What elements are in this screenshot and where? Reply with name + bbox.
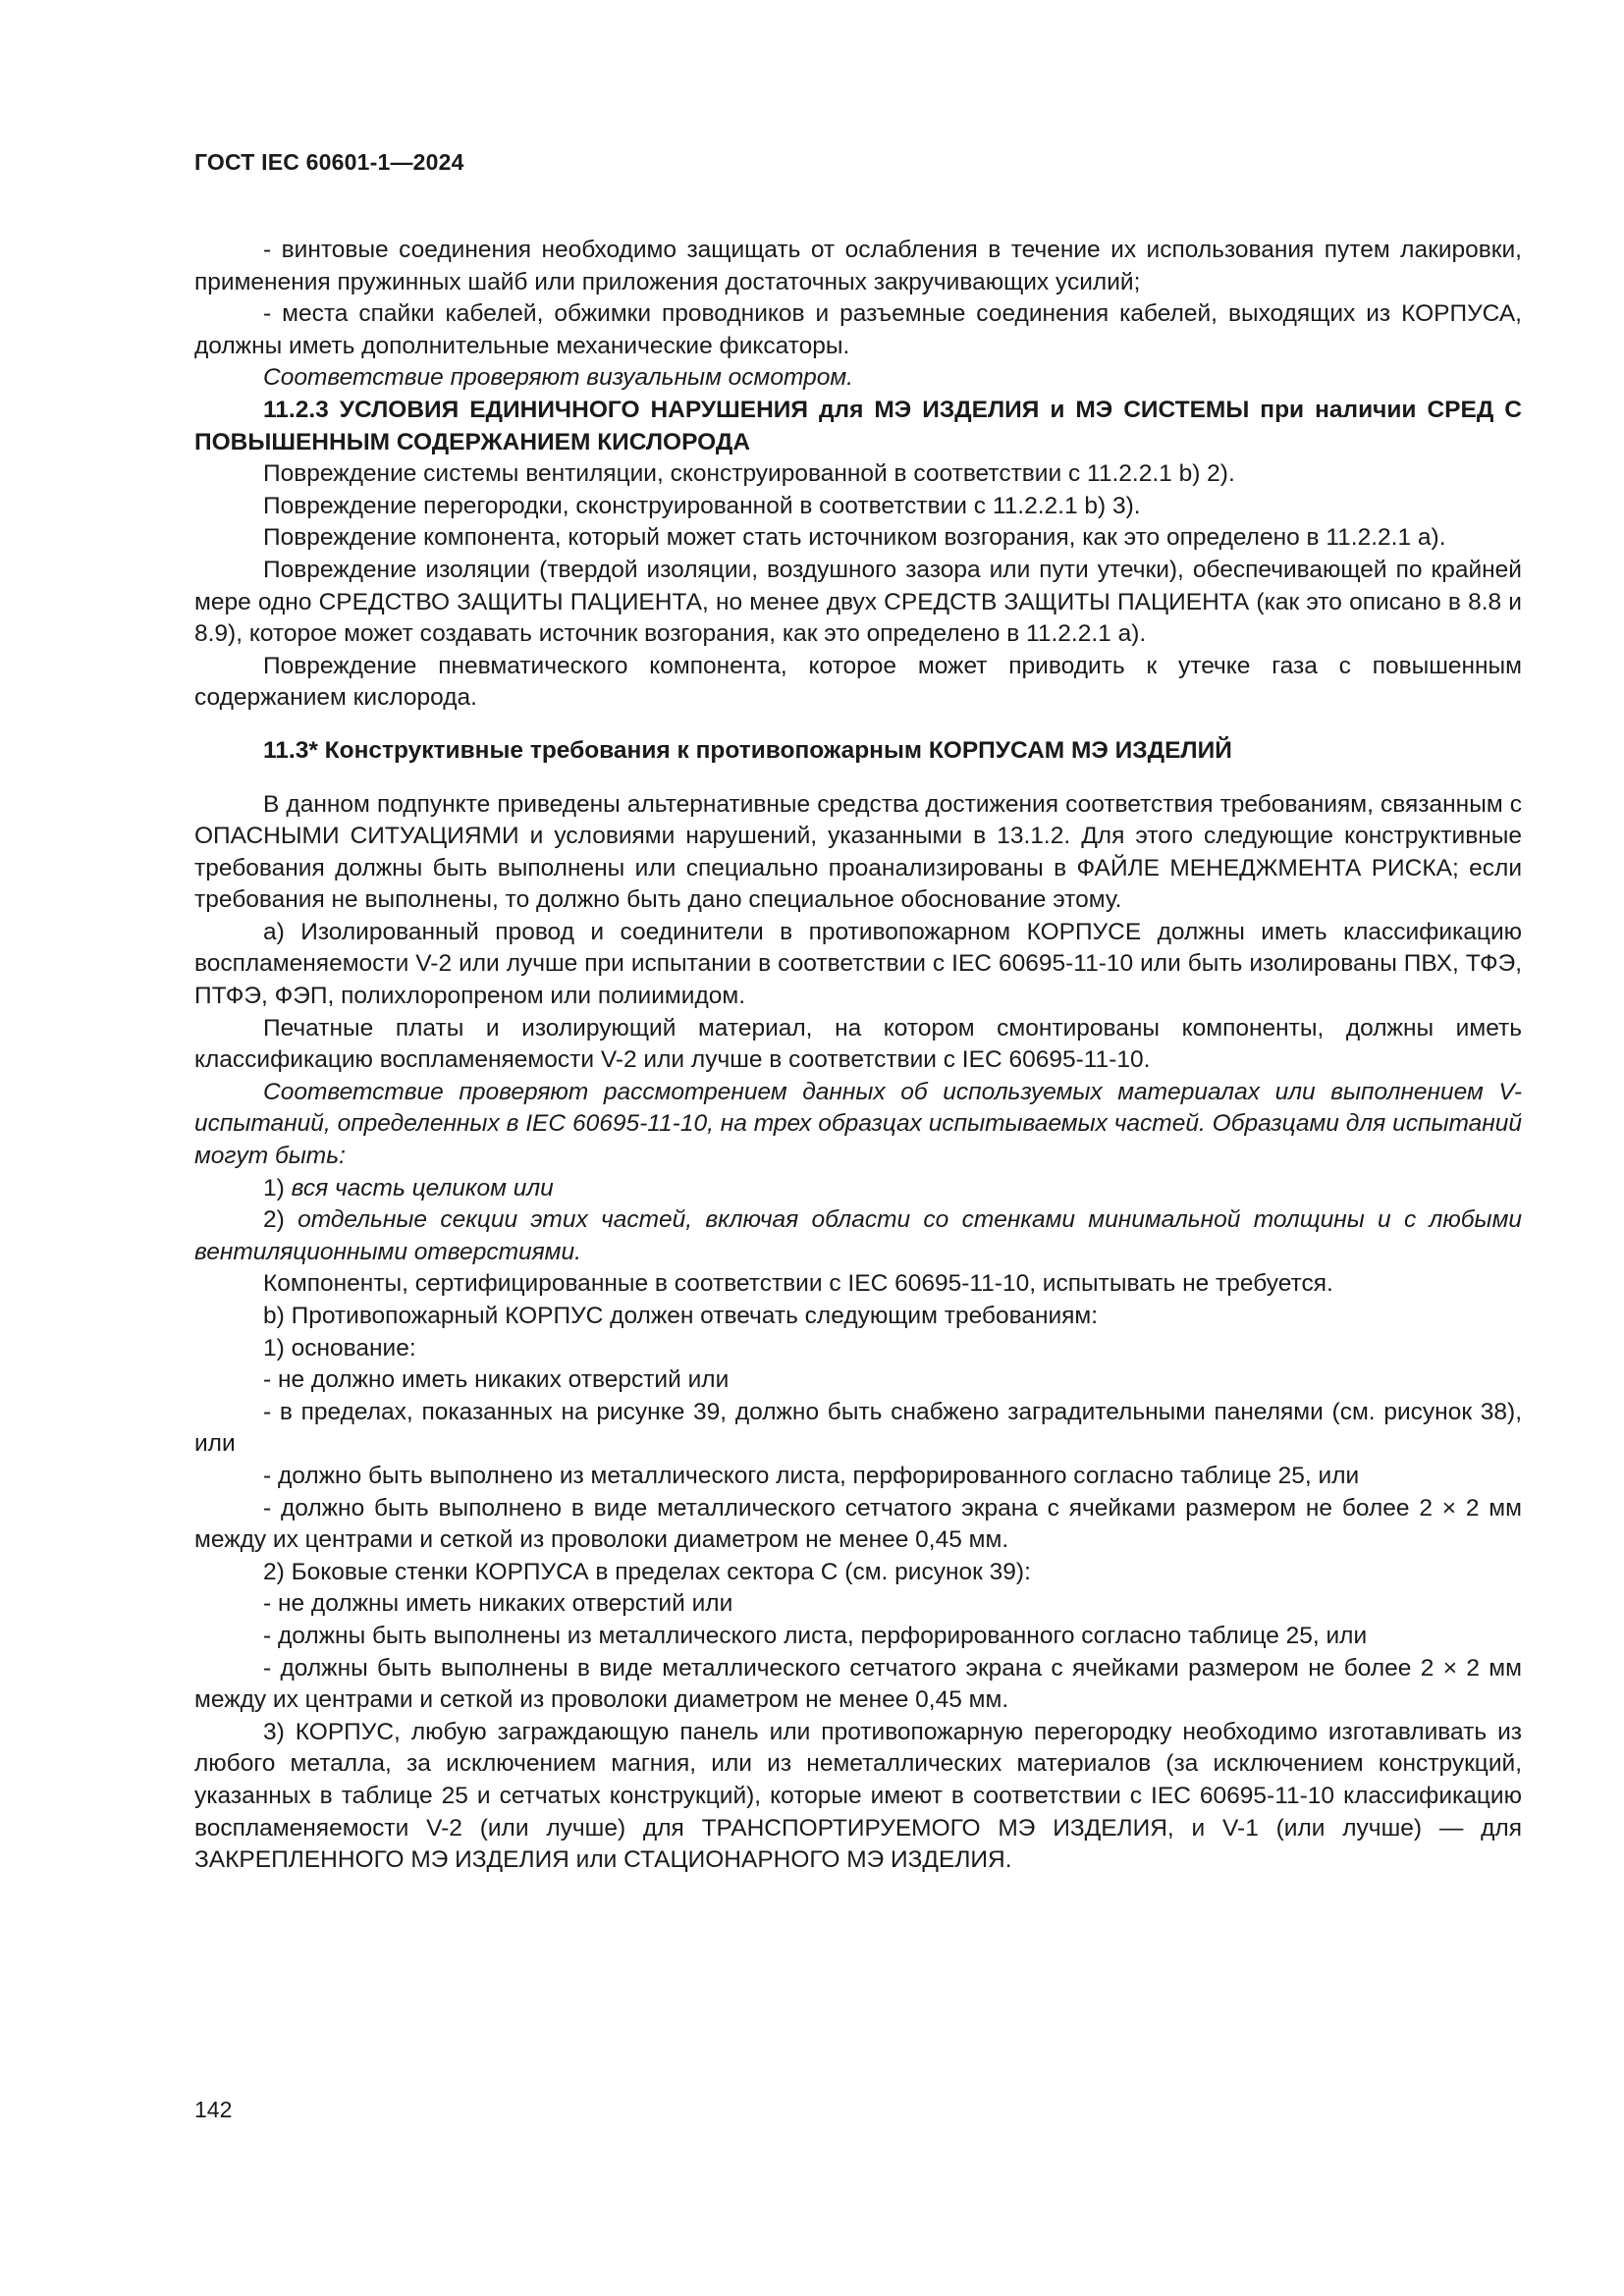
paragraph-6: Повреждение компонента, который может стать источником возгорания, как это определено в 11.2.2.1 а). — [263, 524, 1446, 552]
paragraph-20: - должно быть выполнено из металлического листа, перфорированного согласно таблице 25, или — [263, 1462, 1360, 1489]
paragraph-24: - должны быть выполнены из металлического листа, перфорированного согласно таблице 25, или — [263, 1622, 1368, 1649]
list-item-1-number: 1) — [263, 1174, 285, 1201]
clause-heading-11-2-3: 11.2.3 УСЛОВИЯ ЕДИНИЧНОГО НАРУШЕНИЯ для МЭ ИЗДЕЛИЯ и МЭ СИСТЕМЫ при наличии СРЕД С ПОВЫШЕННЫМ СОДЕРЖАНИЕМ КИСЛОРОДА — [194, 396, 1522, 455]
paragraph-25: - должны быть выполнены в виде металлического сетчатого экрана с ячейками размером не более 2 × 2 мм между их центрами и сеткой из проволоки диаметром не менее 0,45 мм. — [194, 1654, 1522, 1714]
paragraph-26: 3) КОРПУС, любую заграждающую панель или противопожарную перегородку необходимо изготавливать из любого металла, за исключением магния, или из неметаллических материалов (за исключением конструкций, указанных в таблице 25 и сетчатых конструкций), которые имеют в соответствии с IEC 60695-11-10 классификацию воспламеняемости V-2 (или лучше) для ТРАНСПОРТИРУЕМОГО МЭ ИЗДЕЛИЯ, и V-1 (или лучше) — для ЗАКРЕПЛЕННОГО МЭ ИЗДЕЛИЯ или СТАЦИОНАРНОГО МЭ ИЗДЕЛИЯ. — [194, 1718, 1522, 1874]
paragraph-23: - не должны иметь никаких отверстий или — [263, 1590, 733, 1618]
paragraph-18: - не должно иметь никаких отверстий или — [263, 1366, 730, 1394]
paragraph-19: - в пределах, показанных на рисунке 39, должно быть снабжено заградительными панелями (см. рисунок 38), или — [194, 1398, 1522, 1458]
document-page — [194, 147, 1522, 1877]
page-number: 142 — [194, 2097, 233, 2122]
paragraph-16: b) Противопожарный КОРПУС должен отвечать следующим требованиям: — [263, 1303, 1099, 1329]
list-item-2 — [194, 1204, 1522, 1268]
paragraph-11: Печатные платы и изолирующий материал, на котором смонтированы компоненты, должны иметь классификацию воспламеняемости V-2 или лучше в соответствии с IEC 60695-11-10. — [194, 1014, 1522, 1074]
paragraph-8: Повреждение пневматического компонента, которое может приводить к утечке газа с повышенным содержанием кислорода. — [194, 652, 1522, 712]
paragraph-9: В данном подпункте приведены альтернативные средства достижения соответствия требованиям, связанным с ОПАСНЫМИ СИТУАЦИЯМИ и условиями нарушений, указанными в 13.1.2. Для этого следующие конструктивные требования должны быть выполнены или специально проанализированы в ФАЙЛЕ МЕНЕДЖМЕНТА РИСКА; если требования не выполнены, то должно быть дано специальное обоснование этому. — [194, 790, 1522, 914]
paragraph-2: - места спайки кабелей, обжимки проводников и разъемные соединения кабелей, выходящих из КОРПУСА, должны иметь дополнительные механические фиксаторы. — [194, 300, 1522, 359]
paragraph-21: - должно быть выполнено в виде металлического сетчатого экрана с ячейками размером не более 2 × 2 мм между их центрами и сеткой из проволоки диаметром не менее 0,45 мм. — [194, 1494, 1522, 1554]
list-item-2-text: отдельные секции этих частей, включая области со стенками минимальной толщины и с любыми вентиляционными отверстиями. — [194, 1206, 1522, 1265]
paragraph-7: Повреждение изоляции (твердой изоляции, воздушного зазора или пути утечки), обеспечивающей по крайней мере одно СРЕДСТВО ЗАЩИТЫ ПАЦИЕНТА, но менее двух СРЕДСТВ ЗАЩИТЫ ПАЦИЕНТА (как это описано в 8.8 и 8.9), которое может создавать источник возгорания, как это определено в 11.2.2.1 а). — [194, 556, 1522, 648]
paragraph-1: - винтовые соединения необходимо защищать от ослабления в течение их использования путем лакировки, применения пружинных шайб или приложения достаточных закручивающих усилий; — [194, 237, 1522, 295]
list-item-1 — [194, 1173, 1522, 1205]
page-header: ГОСТ IEC 60601-1—2024 — [194, 149, 464, 175]
list-item-1-text: вся часть целиком или — [291, 1174, 554, 1201]
list-item-2-number: 2) — [263, 1206, 285, 1234]
compliance-note-1: Соответствие проверяют визуальным осмотром. — [263, 364, 853, 392]
paragraph-4: Повреждение системы вентиляции, сконструированной в соответствии с 11.2.2.1 b) 2). — [263, 460, 1235, 488]
compliance-note-2: Соответствие проверяют рассмотрением данных об используемых материалах или выполнением V-испытаний, определенных в IEC 60695-11-10, на трех образцах испытываемых частей. Образцами для испытаний могут быть: — [194, 1078, 1522, 1170]
paragraph-10: а) Изолированный провод и соединители в противопожарном КОРПУСЕ должны иметь классификацию воспламеняемости V-2 или лучше при испытании в соответствии с IEC 60695-11-10 или быть изолированы ПВХ, ТФЭ, ПТФЭ, ФЭП, полихлоропреном или полиимидом. — [194, 918, 1522, 1010]
section-heading-11-3: 11.3* Конструктивные требования к противопожарным КОРПУСАМ МЭ ИЗДЕЛИЙ — [263, 736, 1232, 764]
paragraph-22: 2) Боковые стенки КОРПУСА в пределах сектора С (см. рисунок 39): — [263, 1558, 1031, 1585]
paragraph-15: Компоненты, сертифицированные в соответствии с IEC 60695-11-10, испытывать не требуется. — [263, 1270, 1333, 1298]
paragraph-17: 1) основание: — [263, 1334, 416, 1362]
paragraph-5: Повреждение перегородки, сконструированной в соответствии с 11.2.2.1 b) 3). — [263, 492, 1141, 519]
